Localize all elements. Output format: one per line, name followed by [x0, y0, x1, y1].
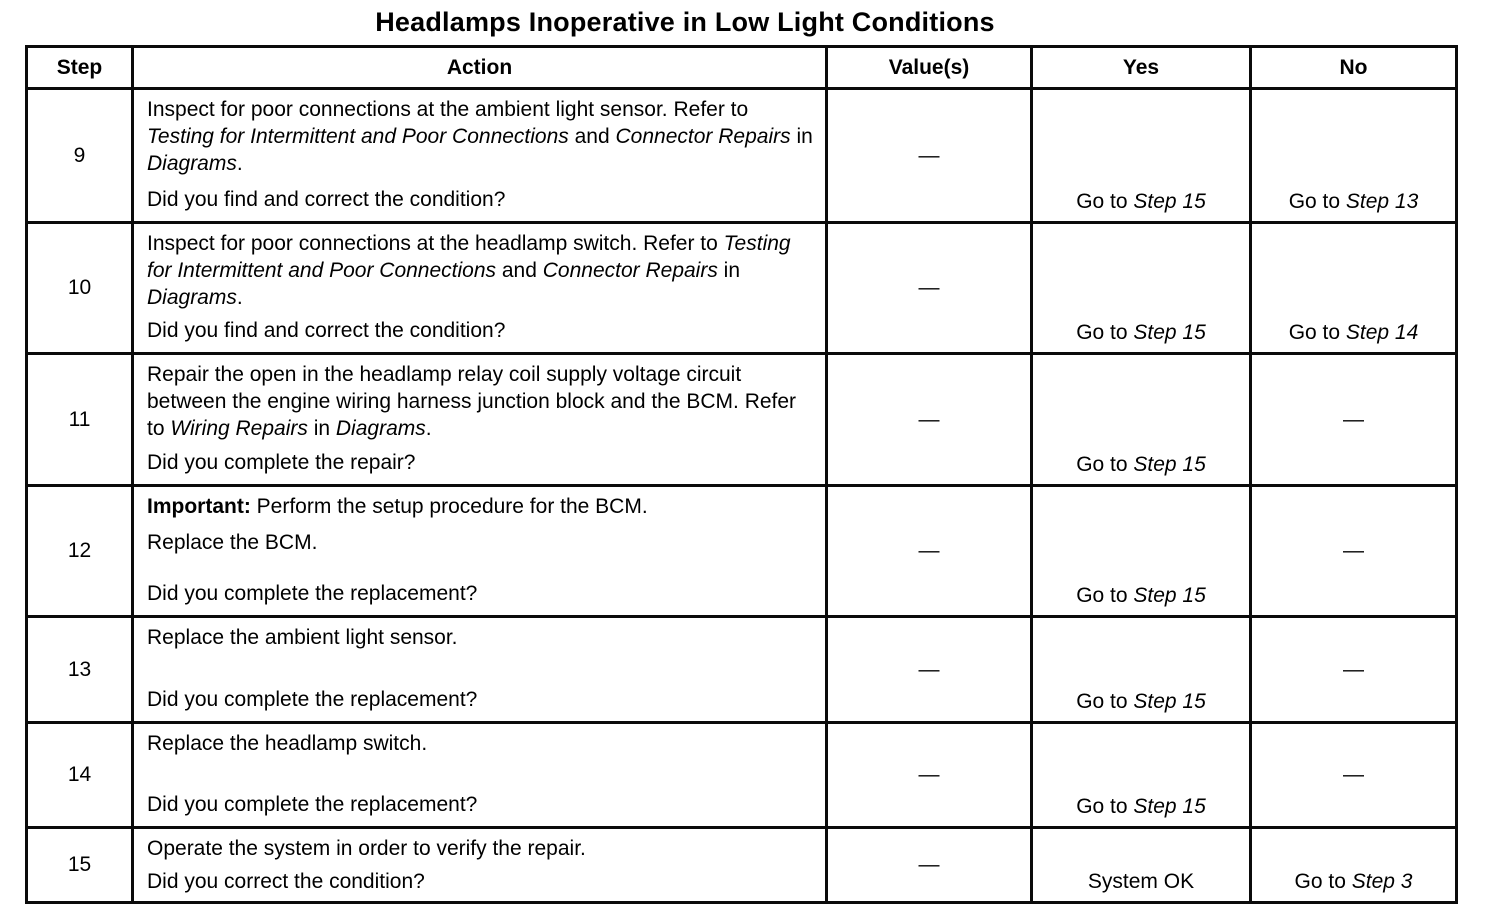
action-text	[147, 361, 815, 442]
yes-cell	[1030, 615, 1249, 721]
value-cell: —	[825, 721, 1030, 826]
value-cell: —	[825, 826, 1030, 901]
text-run: Replace the ambient light sensor.	[147, 626, 458, 649]
text-run: Go to	[1076, 453, 1134, 476]
text-run: Go to	[1294, 870, 1352, 893]
value-cell: —	[825, 87, 1030, 221]
text-run: Step 14	[1345, 321, 1419, 344]
text-run: in	[717, 259, 741, 282]
col-header-step: Step	[28, 48, 131, 87]
cell-text	[1076, 795, 1206, 819]
action-text	[147, 493, 815, 556]
text-run: Connector Repairs	[615, 125, 791, 148]
cell-text	[1076, 190, 1206, 214]
action-paragraph	[147, 361, 815, 442]
text-run: Important:	[147, 495, 251, 518]
text-run: and	[496, 259, 543, 282]
cell-text	[1289, 321, 1419, 345]
yes-cell	[1030, 352, 1249, 484]
yes-cell	[1030, 484, 1249, 615]
text-run: —	[1343, 763, 1364, 786]
action-question: Did you complete the replacement?	[147, 793, 478, 816]
cell-text	[1076, 584, 1206, 608]
text-run: Testing for Intermittent and Poor Connections	[147, 232, 791, 282]
text-run: Diagrams	[335, 417, 426, 440]
action-cell	[131, 352, 825, 484]
action-paragraph	[147, 230, 815, 311]
text-run: Go to	[1288, 321, 1346, 344]
action-question: Did you find and correct the condition?	[147, 319, 506, 342]
yes-cell	[1030, 221, 1249, 352]
step-cell: 14	[28, 721, 131, 826]
cell-text	[1343, 539, 1364, 563]
text-run: Perform the setup procedure for the BCM.	[250, 495, 648, 518]
action-text	[147, 624, 815, 651]
value-cell: —	[825, 484, 1030, 615]
text-run: Repair the open in the headlamp relay coil supply voltage circuit between the engine wiring harness junction block and the BCM. Refer to	[147, 363, 797, 440]
action-cell	[131, 87, 825, 221]
text-run: System OK	[1087, 870, 1195, 893]
text-run: Step 15	[1133, 321, 1206, 344]
cell-text	[1343, 763, 1364, 787]
cell-text	[1076, 690, 1206, 714]
cell-text	[1088, 870, 1194, 894]
cell-text	[1076, 453, 1206, 477]
action-cell	[131, 826, 825, 901]
no-cell	[1249, 221, 1455, 352]
action-text	[147, 96, 815, 177]
yes-cell	[1030, 721, 1249, 826]
action-text	[147, 730, 815, 757]
action-question: Did you find and correct the condition?	[147, 188, 506, 211]
text-run: Go to	[1076, 584, 1134, 607]
cell-text	[1295, 870, 1413, 894]
text-run: Go to	[1288, 190, 1346, 213]
yes-cell	[1030, 826, 1249, 901]
text-run: Go to	[1076, 795, 1134, 818]
text-run: Go to	[1076, 690, 1134, 713]
action-paragraph	[147, 96, 815, 177]
action-paragraph	[147, 529, 815, 556]
text-run: Step 15	[1133, 690, 1206, 713]
yes-cell	[1030, 87, 1249, 221]
text-run: Operate the system in order to verify the repair.	[147, 837, 586, 860]
col-header-no: No	[1249, 48, 1455, 87]
step-cell: 11	[28, 352, 131, 484]
text-run: —	[1343, 539, 1364, 562]
step-cell: 13	[28, 615, 131, 721]
no-cell	[1249, 352, 1455, 484]
text-run: Diagrams	[147, 152, 237, 175]
text-run: .	[425, 417, 432, 440]
cell-text	[1076, 321, 1206, 345]
no-cell	[1249, 826, 1455, 901]
col-header-values: Value(s)	[825, 48, 1030, 87]
no-cell	[1249, 87, 1455, 221]
no-cell	[1249, 615, 1455, 721]
text-run: Replace the headlamp switch.	[147, 732, 428, 755]
text-run: and	[568, 125, 616, 148]
text-run: .	[236, 152, 243, 175]
step-cell: 10	[28, 221, 131, 352]
text-run: Replace the BCM.	[147, 531, 318, 554]
cell-text	[1343, 658, 1364, 682]
text-run: —	[1343, 657, 1364, 681]
no-cell	[1249, 721, 1455, 826]
text-run: Connector Repairs	[542, 259, 718, 282]
text-run: Step 15	[1133, 190, 1206, 213]
value-cell: —	[825, 615, 1030, 721]
action-paragraph	[147, 835, 815, 862]
action-paragraph	[147, 493, 815, 520]
step-cell: 9	[28, 87, 131, 221]
col-header-action: Action	[131, 48, 825, 87]
text-run: Wiring Repairs	[170, 417, 308, 440]
text-run: Testing for Intermittent and Poor Connections	[147, 125, 569, 148]
text-run: Step 13	[1345, 190, 1419, 213]
text-run: Inspect for poor connections at the headlamp switch. Refer to	[147, 232, 724, 255]
value-cell: —	[825, 352, 1030, 484]
action-paragraph	[147, 624, 815, 651]
step-cell: 15	[28, 826, 131, 901]
document-page	[0, 7, 1504, 904]
text-run: in	[790, 125, 813, 148]
text-run: Step 15	[1133, 584, 1206, 607]
action-question: Did you correct the condition?	[147, 870, 425, 893]
cell-text	[1289, 190, 1419, 214]
text-run: Inspect for poor connections at the ambient light sensor. Refer to	[147, 98, 749, 121]
action-question: Did you complete the replacement?	[147, 688, 478, 711]
text-run: Step 15	[1133, 795, 1206, 818]
text-run: Go to	[1076, 190, 1134, 213]
text-run: Go to	[1076, 321, 1134, 344]
action-paragraph	[147, 730, 815, 757]
action-question: Did you complete the repair?	[147, 451, 416, 474]
action-text	[147, 835, 815, 862]
action-text	[147, 230, 815, 311]
col-header-yes: Yes	[1030, 48, 1249, 87]
action-cell	[131, 484, 825, 615]
text-run: Step 15	[1133, 453, 1206, 476]
text-run: in	[307, 417, 336, 440]
action-question: Did you complete the replacement?	[147, 582, 478, 605]
text-run: —	[1343, 407, 1364, 431]
action-cell	[131, 221, 825, 352]
text-run: Diagrams	[147, 286, 237, 309]
step-cell: 12	[28, 484, 131, 615]
text-run: .	[236, 286, 243, 309]
no-cell	[1249, 484, 1455, 615]
text-run: Step 3	[1351, 870, 1413, 893]
action-cell	[131, 721, 825, 826]
value-cell: —	[825, 221, 1030, 352]
page-title: Headlamps Inoperative in Low Light Conditions	[375, 7, 995, 37]
diagnostic-table	[25, 45, 1458, 904]
cell-text	[1343, 408, 1364, 432]
action-cell	[131, 615, 825, 721]
